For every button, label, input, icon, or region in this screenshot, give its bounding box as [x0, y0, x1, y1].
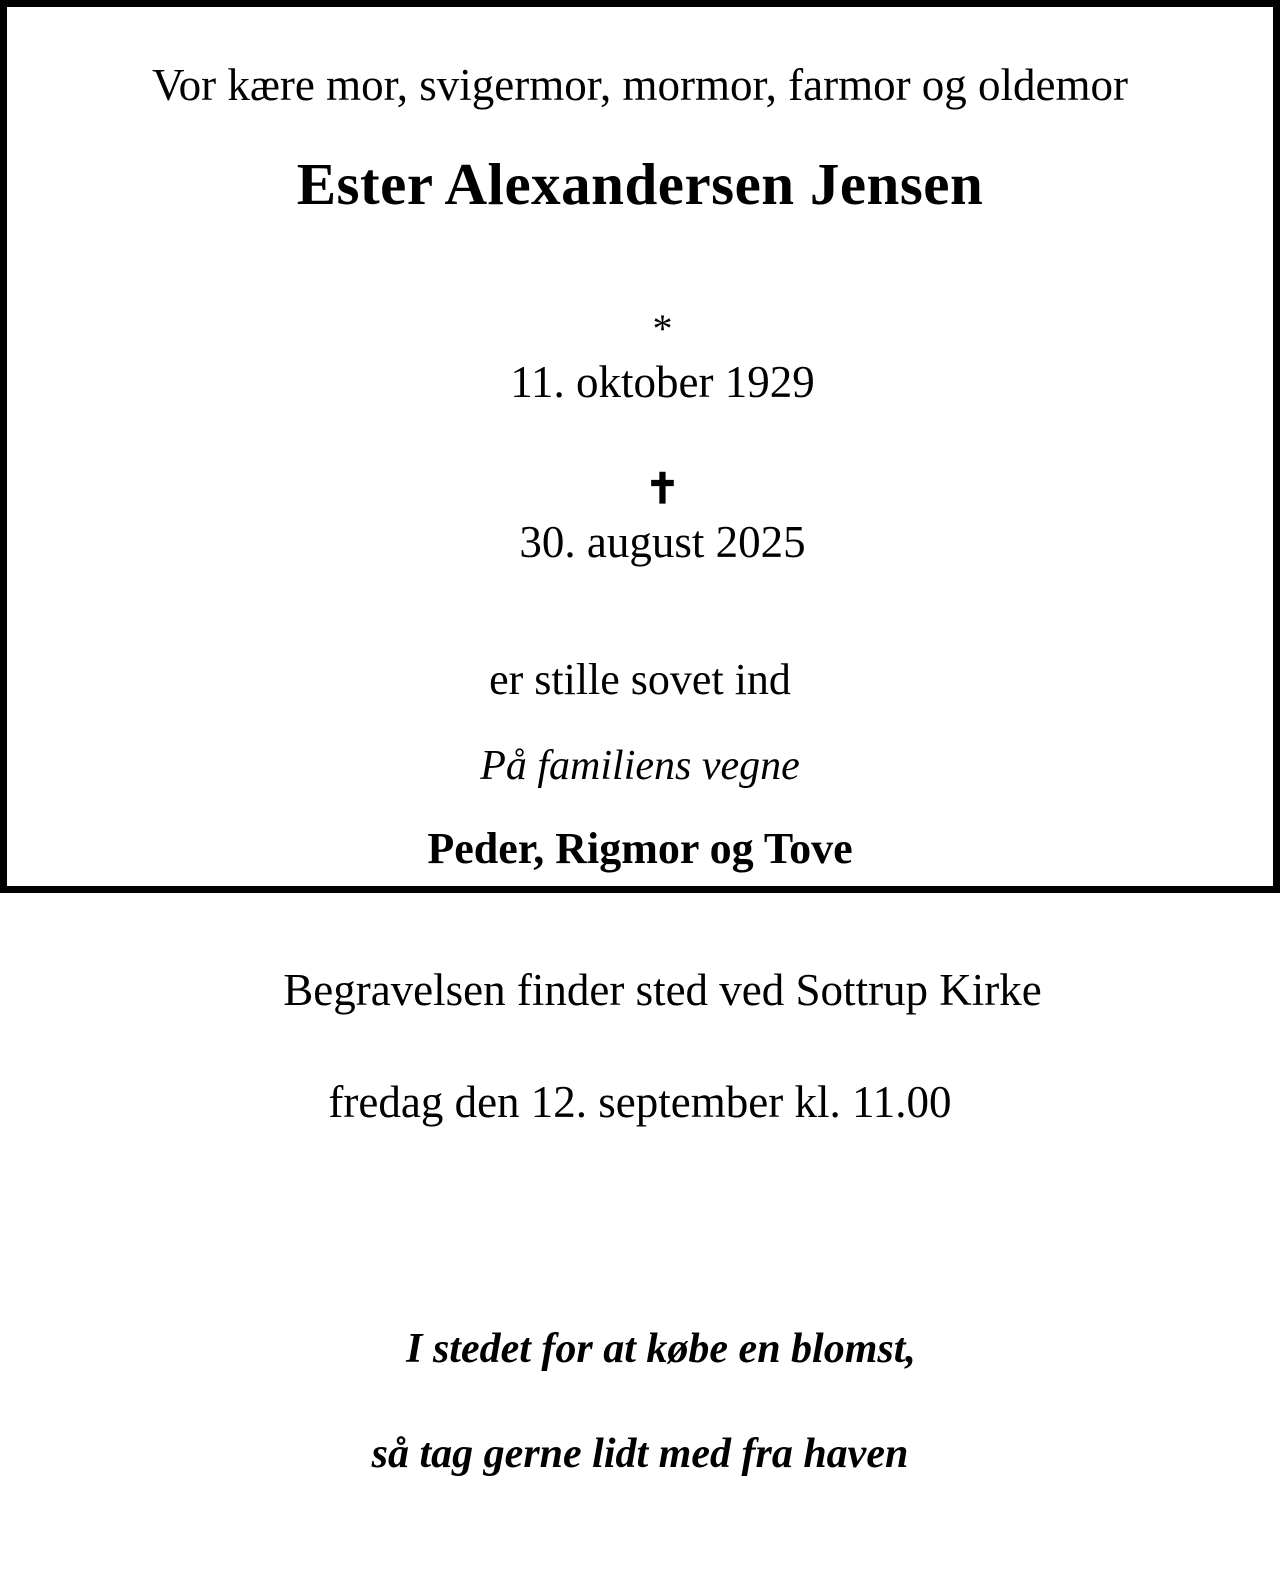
life-dates	[465, 250, 815, 622]
deceased-name: Ester Alexandersen Jensen	[296, 151, 984, 218]
relationship-intro: Vor kære mor, svigermor, mormor, farmor og oldemor	[151, 60, 1129, 110]
funeral-location-line: Begravelsen finder sted ved Sottrup Kirke	[283, 965, 1042, 1016]
death-date: 30. august 2025	[519, 516, 806, 567]
death-cross-icon: ✝	[644, 467, 681, 514]
funeral-time-line: fredag den 12. september kl. 11.00	[328, 1077, 952, 1128]
flower-request-line-1: I stedet for at købe en blomst,	[406, 1326, 916, 1373]
birth-date: 11. oktober 1929	[510, 356, 815, 407]
birth-star-icon: *	[652, 305, 673, 351]
flower-request-line-2: så tag gerne lidt med fra haven	[371, 1431, 909, 1478]
family-names: Peder, Rigmor og Tove	[427, 824, 853, 874]
flower-request	[364, 1276, 916, 1579]
on-behalf-line: På familiens vegne	[480, 742, 800, 789]
passing-phrase: er stille sovet ind	[489, 654, 791, 704]
funeral-details	[238, 911, 1042, 1236]
